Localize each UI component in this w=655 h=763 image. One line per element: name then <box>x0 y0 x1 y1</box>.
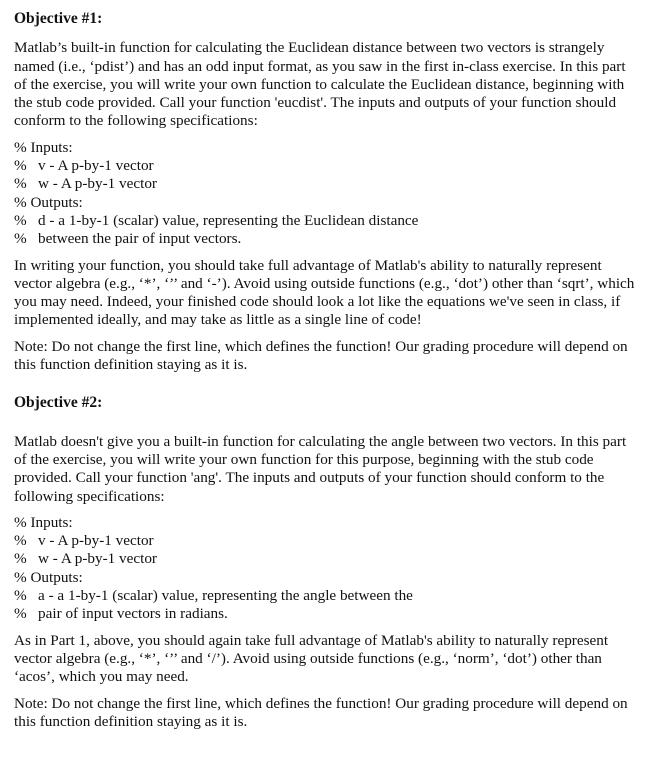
spec-line: % between the pair of input vectors. <box>14 230 242 248</box>
objective-2-heading: Objective #2: <box>14 394 103 412</box>
objective-1-spec <box>14 139 641 249</box>
objective-1-note: Note: Do not change the first line, which defines the function! Our grading procedure will depend on this function definition staying as it is. <box>14 337 628 374</box>
objective-1-heading: Objective #1: <box>14 10 103 27</box>
spec-line: % Outputs: <box>14 193 83 211</box>
objective-2-spec <box>14 514 641 624</box>
spec-line: % pair of input vectors in radians. <box>14 605 228 623</box>
spec-line: % Outputs: <box>14 568 83 586</box>
spec-line: % w - A p-by-1 vector <box>14 175 157 193</box>
objective-1-intro: Matlab’s built-in function for calculating the Euclidean distance between two vectors is strangely named (i.e., ‘pdist’) and has an odd input format, as you saw in the first in-class exercise. In this part of the exercise, you will write your own function to calculate the Euclidean distance, beginning with the stub code provided. Call your function 'eucdist'. The inputs and outputs of your function should conform to the following specifications: <box>14 39 626 130</box>
objective-2-guidance: As in Part 1, above, you should again take full advantage of Matlab's ability to naturally represent vector algebra (e.g., ‘*’, ‘’’ and ‘/’). Avoid using outside functions (e.g., ‘norm’, ‘dot’) other than ‘acos’, which you may need. <box>14 631 609 686</box>
objective-1-guidance: In writing your function, you should take full advantage of Matlab's ability to naturally represent vector algebra (e.g., ‘*’, ‘’’ and ‘-’). Avoid using outside functions (e.g., ‘dot’) other than ‘sqrt’, which you may need. Indeed, your finished code should look a lot like the equations we've seen in class, if implemented ideally, and may take as little as a single line of code! <box>14 256 635 329</box>
objective-2-note: Note: Do not change the first line, which defines the function! Our grading procedure will depend on this function definition staying as it is. <box>14 694 628 730</box>
spec-line: % w - A p-by-1 vector <box>14 550 157 568</box>
spec-line: % v - A p-by-1 vector <box>14 532 154 550</box>
spec-line: % Inputs: <box>14 513 73 531</box>
objective-2-intro: Matlab doesn't give you a built-in function for calculating the angle between two vectors. In this part of the exercise, you will write your own function for this purpose, beginning with the stub code provided. Call your function 'ang'. The inputs and outputs of your function should conform to the following specifications: <box>14 432 627 505</box>
spec-line: % d - a 1-by-1 (scalar) value, representing the Euclidean distance <box>14 211 419 229</box>
spec-line: % a - a 1-by-1 (scalar) value, representing the angle between the <box>14 587 413 605</box>
spec-line: % v - A p-by-1 vector <box>14 157 154 175</box>
spec-line: % Inputs: <box>14 138 73 156</box>
